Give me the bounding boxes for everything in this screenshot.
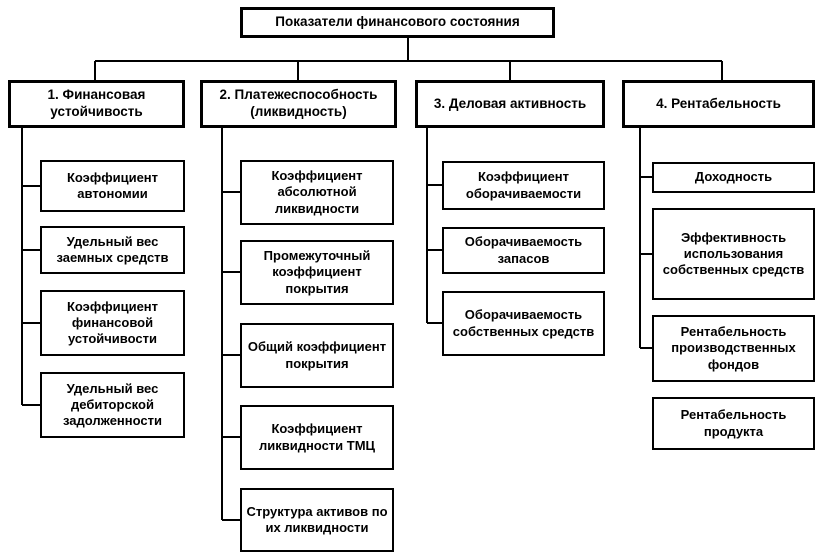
node-yield: Доходность	[652, 162, 815, 193]
node-group-business-activity: 3. Деловая активность	[415, 80, 605, 128]
node-turnover-ratio: Коэффициент оборачиваемости	[442, 161, 605, 210]
node-production-assets-profitability: Рентабельность производственных фондов	[652, 315, 815, 382]
node-autonomy-ratio: Коэффициент автономии	[40, 160, 185, 212]
node-receivables-share: Удельный вес дебиторской задолженности	[40, 372, 185, 438]
node-equity-turnover: Оборачиваемость собственных средств	[442, 291, 605, 356]
node-financial-stability-ratio: Коэффициент финансовой устойчивости	[40, 290, 185, 356]
node-group-profitability: 4. Рентабельность	[622, 80, 815, 128]
node-inventory-liquidity-ratio: Коэффициент ликвидности ТМЦ	[240, 405, 394, 470]
node-intermediate-coverage-ratio: Промежуточный коэффициент покрытия	[240, 240, 394, 305]
node-inventory-turnover: Оборачиваемость запасов	[442, 227, 605, 274]
node-group-solvency-liquidity: 2. Платежеспособность (ликвидность)	[200, 80, 397, 128]
node-product-profitability: Рентабельность продукта	[652, 397, 815, 450]
node-total-coverage-ratio: Общий коэффициент покрытия	[240, 323, 394, 388]
node-group-financial-stability: 1. Финансовая устойчивость	[8, 80, 185, 128]
node-absolute-liquidity-ratio: Коэффициент абсолютной ликвидности	[240, 160, 394, 225]
node-assets-structure-by-liquidity: Структура активов по их ликвидности	[240, 488, 394, 552]
node-financial-state-indicators: Показатели финансового состояния	[240, 7, 555, 38]
node-borrowed-funds-share: Удельный вес заемных средств	[40, 226, 185, 274]
node-equity-use-efficiency: Эффективность использования собственных средств	[652, 208, 815, 300]
